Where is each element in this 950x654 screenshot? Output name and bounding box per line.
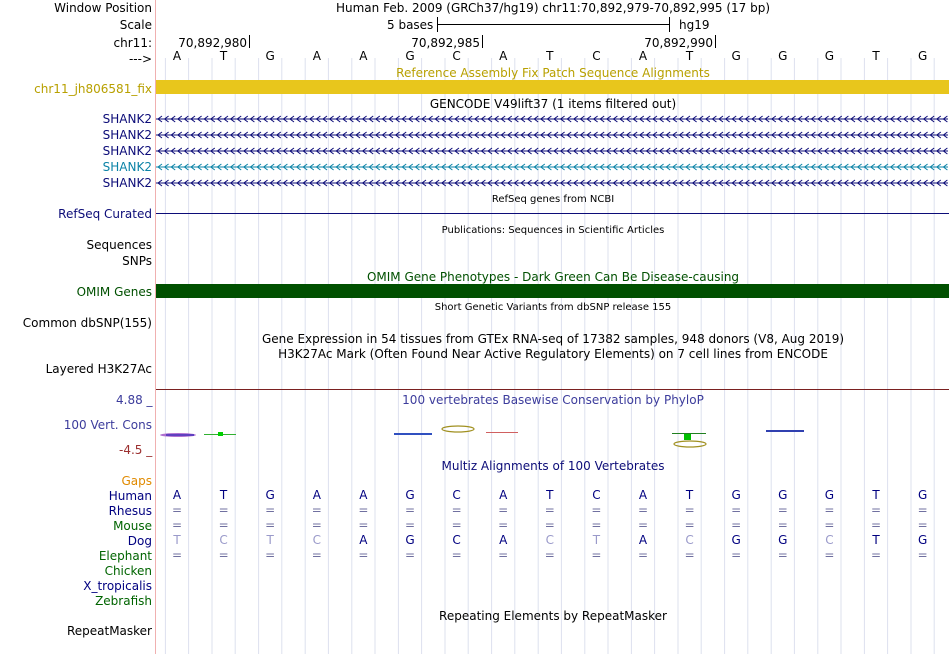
coord-tick — [482, 35, 483, 48]
species-label-chicken[interactable]: Chicken — [104, 564, 152, 578]
alignment-base: T — [219, 488, 228, 502]
repeatmasker-track-title[interactable]: Repeating Elements by RepeatMasker — [439, 609, 667, 623]
window-position-value[interactable]: Human Feb. 2009 (GRCh37/hg19) chr11:70,892,979-70,892,995 (17 bp) — [335, 1, 770, 15]
alignment-base: = — [731, 548, 742, 562]
alignment-base: G — [917, 488, 928, 502]
alignment-base: = — [870, 518, 882, 532]
alignment-base: = — [544, 548, 555, 562]
gencode-gene-label[interactable]: SHANK2 — [102, 128, 152, 142]
reference-base: G — [405, 49, 415, 63]
alignment-base: = — [870, 548, 882, 562]
alignment-base: = — [218, 518, 229, 532]
reference-base: G — [824, 49, 835, 63]
gtex-track-title[interactable]: Gene Expression in 54 tissues from GTEx RNA-seq of 17382 samples, 948 donors (V8, Aug 2019) — [261, 332, 845, 346]
reference-base: C — [452, 49, 461, 63]
reference-base: T — [872, 49, 880, 63]
alignment-base: = — [171, 503, 183, 517]
coord-tick-label: 70,892,985 — [411, 36, 480, 50]
h3k27ac-label[interactable]: Layered H3K27Ac — [45, 362, 152, 376]
omim-gene-bar[interactable] — [156, 284, 949, 298]
fix-patch-track-title[interactable]: Reference Assembly Fix Patch Sequence Alignments — [396, 66, 710, 80]
species-label-dog[interactable]: Dog — [127, 534, 152, 548]
alignment-base: = — [218, 548, 229, 562]
scale-bar-right — [669, 17, 670, 32]
alignment-base: C — [592, 488, 601, 502]
alignment-base: A — [638, 488, 648, 502]
species-sequence-mouse[interactable] — [156, 518, 950, 532]
species-sequence-human[interactable] — [156, 488, 950, 502]
alignment-base: = — [451, 548, 462, 562]
alignment-base: = — [451, 518, 462, 532]
alignment-base: = — [824, 518, 835, 532]
alignment-base: T — [592, 533, 601, 547]
alignment-base: G — [778, 488, 788, 502]
alignment-base: = — [731, 518, 742, 532]
alignment-base: = — [777, 548, 788, 562]
reference-base: A — [499, 49, 508, 63]
alignment-base: T — [266, 533, 274, 547]
alignment-base: = — [311, 518, 322, 532]
alignment-base: = — [498, 503, 509, 517]
strand-label: ---> — [128, 52, 152, 66]
reference-base: A — [172, 49, 182, 63]
species-label-zebrafish[interactable]: Zebrafish — [95, 594, 152, 608]
alignment-base: = — [311, 548, 322, 562]
alignment-base: G — [405, 533, 415, 547]
species-label-rhesus[interactable]: Rhesus — [108, 504, 152, 518]
coord-tick — [715, 35, 716, 48]
coord-tick-label: 70,892,990 — [644, 36, 713, 50]
alignment-base: = — [171, 518, 183, 532]
dbsnp-label[interactable]: Common dbSNP(155) — [22, 316, 152, 330]
alignment-base: = — [824, 548, 835, 562]
alignment-base: = — [498, 518, 509, 532]
alignment-base: G — [824, 488, 835, 502]
alignment-base: = — [870, 503, 882, 517]
reference-base: A — [359, 49, 368, 63]
alignment-base: T — [872, 533, 880, 547]
reference-base: T — [685, 49, 694, 63]
alignment-base: T — [872, 488, 880, 502]
alignment-base: T — [173, 533, 181, 547]
phylop-label[interactable]: 100 Vert. Cons — [63, 418, 152, 432]
gencode-gene-label[interactable]: SHANK2 — [102, 160, 152, 174]
publications-snps-label[interactable]: SNPs — [122, 254, 152, 268]
alignment-base: G — [731, 533, 741, 547]
alignment-base: = — [358, 503, 369, 517]
alignment-base: A — [312, 488, 321, 502]
alignment-base: T — [546, 488, 554, 502]
alignment-base: C — [545, 533, 554, 547]
publications-sequences-label[interactable]: Sequences — [86, 238, 152, 252]
alignment-base: G — [265, 488, 275, 502]
species-sequence-dog[interactable] — [156, 533, 950, 547]
alignment-base: C — [219, 533, 228, 547]
alignment-base: = — [451, 503, 462, 517]
omim-label[interactable]: OMIM Genes — [76, 285, 152, 299]
alignment-base: = — [917, 503, 928, 517]
alignment-base: C — [825, 533, 834, 547]
species-label-elephant[interactable]: Elephant — [98, 549, 152, 563]
gencode-track-title[interactable]: GENCODE V49lift37 (1 items filtered out) — [429, 97, 677, 111]
alignment-base: = — [591, 503, 602, 517]
alignment-base: C — [452, 533, 461, 547]
alignment-base: A — [172, 488, 182, 502]
alignment-base: = — [404, 503, 416, 517]
species-sequence-elephant[interactable] — [156, 548, 950, 562]
omim-track-title[interactable]: OMIM Gene Phenotypes - Dark Green Can Be Disease-causing — [366, 270, 740, 284]
species-label-mouse[interactable]: Mouse — [113, 519, 152, 533]
species-sequence-rhesus[interactable] — [156, 503, 950, 517]
reference-base: G — [778, 49, 788, 63]
alignment-base: = — [544, 503, 555, 517]
alignment-base: = — [544, 518, 555, 532]
alignment-base: = — [498, 548, 509, 562]
scale-bar — [437, 24, 669, 25]
reference-base: T — [219, 49, 228, 63]
gencode-gene-label[interactable]: SHANK2 — [102, 144, 152, 158]
alignment-base: = — [777, 503, 788, 517]
alignment-base: = — [917, 548, 928, 562]
alignment-base: C — [312, 533, 321, 547]
alignment-base: = — [358, 518, 369, 532]
alignment-base: = — [591, 518, 602, 532]
alignment-base: A — [499, 488, 508, 502]
h3k27ac-track-title[interactable]: H3K27Ac Mark (Often Found Near Active Regulatory Elements) on 7 cell lines from ENCODE — [278, 347, 828, 361]
reference-base: T — [546, 49, 554, 63]
window-position-label: Window Position — [54, 1, 152, 15]
species-label-human[interactable]: Human — [108, 489, 152, 503]
dbsnp-track-title[interactable]: Short Genetic Variants from dbSNP release 155 — [434, 302, 672, 313]
reference-base: G — [265, 49, 275, 63]
multiz-track-title[interactable]: Multiz Alignments of 100 Vertebrates — [441, 459, 665, 473]
alignment-base: = — [591, 548, 602, 562]
reference-base: G — [917, 49, 928, 63]
alignment-base: A — [359, 533, 368, 547]
alignment-base: G — [405, 488, 415, 502]
alignment-base: = — [731, 503, 742, 517]
coord-tick — [249, 35, 250, 48]
species-label-x-tropicalis[interactable]: X_tropicalis — [83, 579, 152, 593]
scale-value: 5 bases — [387, 18, 434, 32]
alignment-base: = — [637, 503, 649, 517]
alignment-base: G — [731, 488, 741, 502]
alignment-base: = — [358, 548, 369, 562]
alignment-base: = — [311, 503, 322, 517]
coord-tick-label: 70,892,980 — [178, 36, 247, 50]
phylop-signal[interactable] — [156, 420, 950, 450]
alignment-base: = — [265, 518, 276, 532]
alignment-base: C — [452, 488, 461, 502]
multiz-gaps-label[interactable]: Gaps — [121, 474, 152, 488]
alignment-base: = — [684, 518, 695, 532]
phylop-min-label: -4.5 _ — [119, 443, 153, 457]
alignment-base: = — [265, 548, 276, 562]
alignment-base: G — [778, 533, 788, 547]
repeatmasker-label[interactable]: RepeatMasker — [66, 624, 152, 638]
scale-db: hg19 — [679, 18, 710, 32]
gencode-transcript[interactable] — [156, 129, 948, 141]
fix-patch-label[interactable]: chr11_jh806581_fix — [34, 82, 152, 96]
alignment-base: A — [359, 488, 368, 502]
scale-label: Scale — [119, 18, 152, 32]
refseq-label[interactable]: RefSeq Curated — [58, 207, 152, 221]
h3k27ac-baseline — [156, 389, 949, 390]
alignment-base: = — [637, 548, 649, 562]
alignment-base: = — [824, 503, 835, 517]
alignment-base: = — [218, 503, 229, 517]
reference-base: G — [731, 49, 741, 63]
publications-track-title[interactable]: Publications: Sequences in Scientific Articles — [441, 225, 665, 236]
reference-sequence[interactable] — [156, 49, 950, 63]
refseq-track-title[interactable]: RefSeq genes from NCBI — [491, 194, 615, 205]
alignment-base: = — [684, 548, 695, 562]
reference-base: C — [592, 49, 601, 63]
alignment-base: A — [638, 533, 648, 547]
alignment-base: = — [917, 518, 928, 532]
alignment-base: C — [685, 533, 694, 547]
alignment-base: = — [404, 518, 416, 532]
gencode-transcript[interactable] — [156, 177, 948, 189]
alignment-base: T — [685, 488, 694, 502]
alignment-base: = — [171, 548, 183, 562]
alignment-base: = — [777, 518, 788, 532]
gencode-gene-label[interactable]: SHANK2 — [102, 176, 152, 190]
reference-base: A — [312, 49, 321, 63]
alignment-base: = — [265, 503, 276, 517]
gencode-gene-label[interactable]: SHANK2 — [102, 112, 152, 126]
alignment-base: A — [499, 533, 508, 547]
gencode-transcript[interactable] — [156, 161, 948, 173]
fix-patch-bar[interactable] — [156, 80, 949, 94]
gencode-transcript[interactable] — [156, 145, 948, 157]
alignment-base: = — [684, 503, 695, 517]
phylop-max-label: 4.88 _ — [116, 393, 153, 407]
chrom-label: chr11: — [113, 36, 152, 50]
alignment-base: G — [917, 533, 928, 547]
alignment-base: = — [404, 548, 416, 562]
refseq-gene-line[interactable] — [156, 213, 949, 214]
phylop-track-title[interactable]: 100 vertebrates Basewise Conservation by PhyloP — [402, 393, 704, 407]
alignment-base: = — [637, 518, 649, 532]
gencode-transcript[interactable] — [156, 113, 948, 125]
reference-base: A — [638, 49, 648, 63]
